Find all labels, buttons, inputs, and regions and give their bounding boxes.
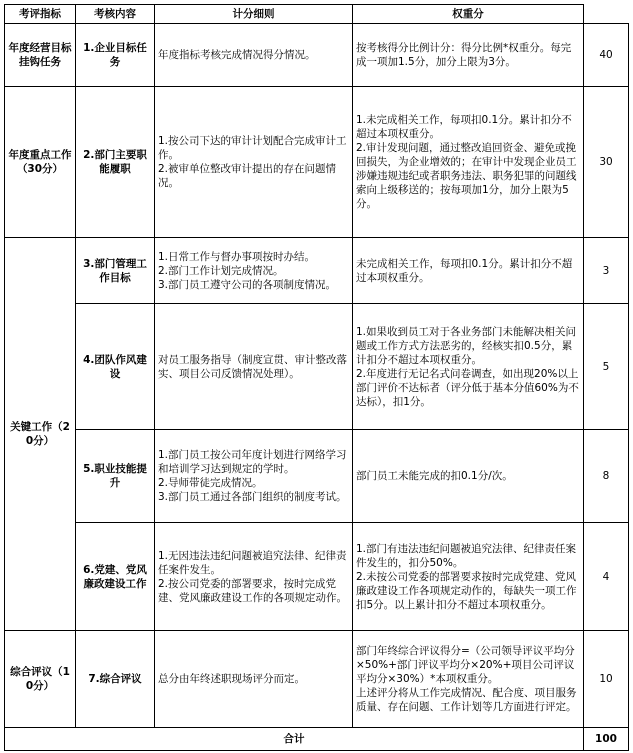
content-cell: 对员工服务指导（制度宣贯、审计整改落实、项目公司反馈情况处理）。 [155, 304, 353, 430]
category-cell: 综合评议（10分） [5, 631, 76, 728]
header-scoring: 计分细则 [155, 5, 353, 24]
category-cell: 年度经营目标挂钩任务 [5, 24, 76, 87]
content-cell: 1.部门员工按公司年度计划进行网络学习和培训学习达到规定的学时。 2.导师带徒完成情况。 3.部门员工通过各部门组织的制度考试。 [155, 430, 353, 523]
item-cell: 4.团队作风建设 [76, 304, 155, 430]
scoring-cell: 1.部门有违法违纪问题被追究法律、纪律责任案件发生的，扣分50%。 2.未按公司党委的部署要求按时完成党建、党风廉政建设工作各项规定动作的，每缺失一项工作扣5分。以上累计扣分不超过本项权重分。 [353, 523, 584, 631]
content-cell: 年度指标考核完成情况得分情况。 [155, 24, 353, 87]
weight-cell: 8 [584, 430, 629, 523]
weight-cell: 4 [584, 523, 629, 631]
item-cell: 3.部门管理工作目标 [76, 238, 155, 304]
table-row [5, 238, 629, 304]
content-cell: 总分由年终述职现场评分而定。 [155, 631, 353, 728]
weight-cell: 30 [584, 87, 629, 238]
content-cell: 1.按公司下达的审计计划配合完成审计工作。 2.被审单位整改审计提出的存在问题情况。 [155, 87, 353, 238]
weight-cell: 3 [584, 238, 629, 304]
header-weight: 权重分 [353, 5, 584, 24]
item-cell: 1.企业目标任务 [76, 24, 155, 87]
table-row [5, 24, 629, 87]
scoring-cell: 1.未完成相关工作，每项扣0.1分。累计扣分不超过本项权重分。 2.审计发现问题，通过整改追回资金、避免或挽回损失，为企业增效的；在审计中发现企业员工涉嫌违规违纪或者职务违法、职务犯罪的问题线索向上级移送的；按每项加1分，加分上限为5分。 [353, 87, 584, 238]
scoring-cell: 1.如果收到员工对于各业务部门未能解决相关问题或工作方式方法恶劣的，经核实扣0.5分，累计扣分不超过本项权重分。 2.年度进行无记名式问卷调查，如出现20%以上部门评价不达标者（评分低于基本分值60%为不达标），扣1分。 [353, 304, 584, 430]
category-cell: 年度重点工作（30分） [5, 87, 76, 238]
scoring-cell: 部门员工未能完成的扣0.1分/次。 [353, 430, 584, 523]
content-cell: 1.无因违法违纪问题被追究法律、纪律责任案件发生。 2.按公司党委的部署要求，按时完成党建、党风廉政建设工作的各项规定动作。 [155, 523, 353, 631]
scoring-cell: 按考核得分比例计分：得分比例*权重分。每完成一项加1.5分，加分上限为3分。 [353, 24, 584, 87]
table-row [5, 304, 629, 430]
total-label: 合计 [5, 728, 584, 751]
scoring-cell: 未完成相关工作，每项扣0.1分。累计扣分不超过本项权重分。 [353, 238, 584, 304]
weight-cell: 10 [584, 631, 629, 728]
weight-cell: 40 [584, 24, 629, 87]
table-row [5, 523, 629, 631]
header-indicator: 考评指标 [5, 5, 76, 24]
table-row [5, 430, 629, 523]
header-row [5, 5, 629, 24]
item-cell: 7.综合评议 [76, 631, 155, 728]
scoring-cell: 部门年终综合评议得分=（公司领导评议平均分×50%+部门评议平均分×20%+项目公司评议平均分×30%）*本项权重分。 上述评分将从工作完成情况、配合度、项目服务质量、存在问题、工作计划等几方面进行评定。 [353, 631, 584, 728]
item-cell: 6.党建、党风廉政建设工作 [76, 523, 155, 631]
item-cell: 2.部门主要职能履职 [76, 87, 155, 238]
category-cell: 关键工作（20分） [5, 238, 76, 631]
total-value: 100 [584, 728, 629, 751]
weight-cell: 5 [584, 304, 629, 430]
table-row [5, 631, 629, 728]
header-content: 考核内容 [76, 5, 155, 24]
table-row [5, 87, 629, 238]
content-cell: 1.日常工作与督办事项按时办结。 2.部门工作计划完成情况。 3.部门员工遵守公司的各项制度情况。 [155, 238, 353, 304]
total-row [5, 728, 629, 751]
item-cell: 5.职业技能提升 [76, 430, 155, 523]
evaluation-table [4, 4, 629, 751]
